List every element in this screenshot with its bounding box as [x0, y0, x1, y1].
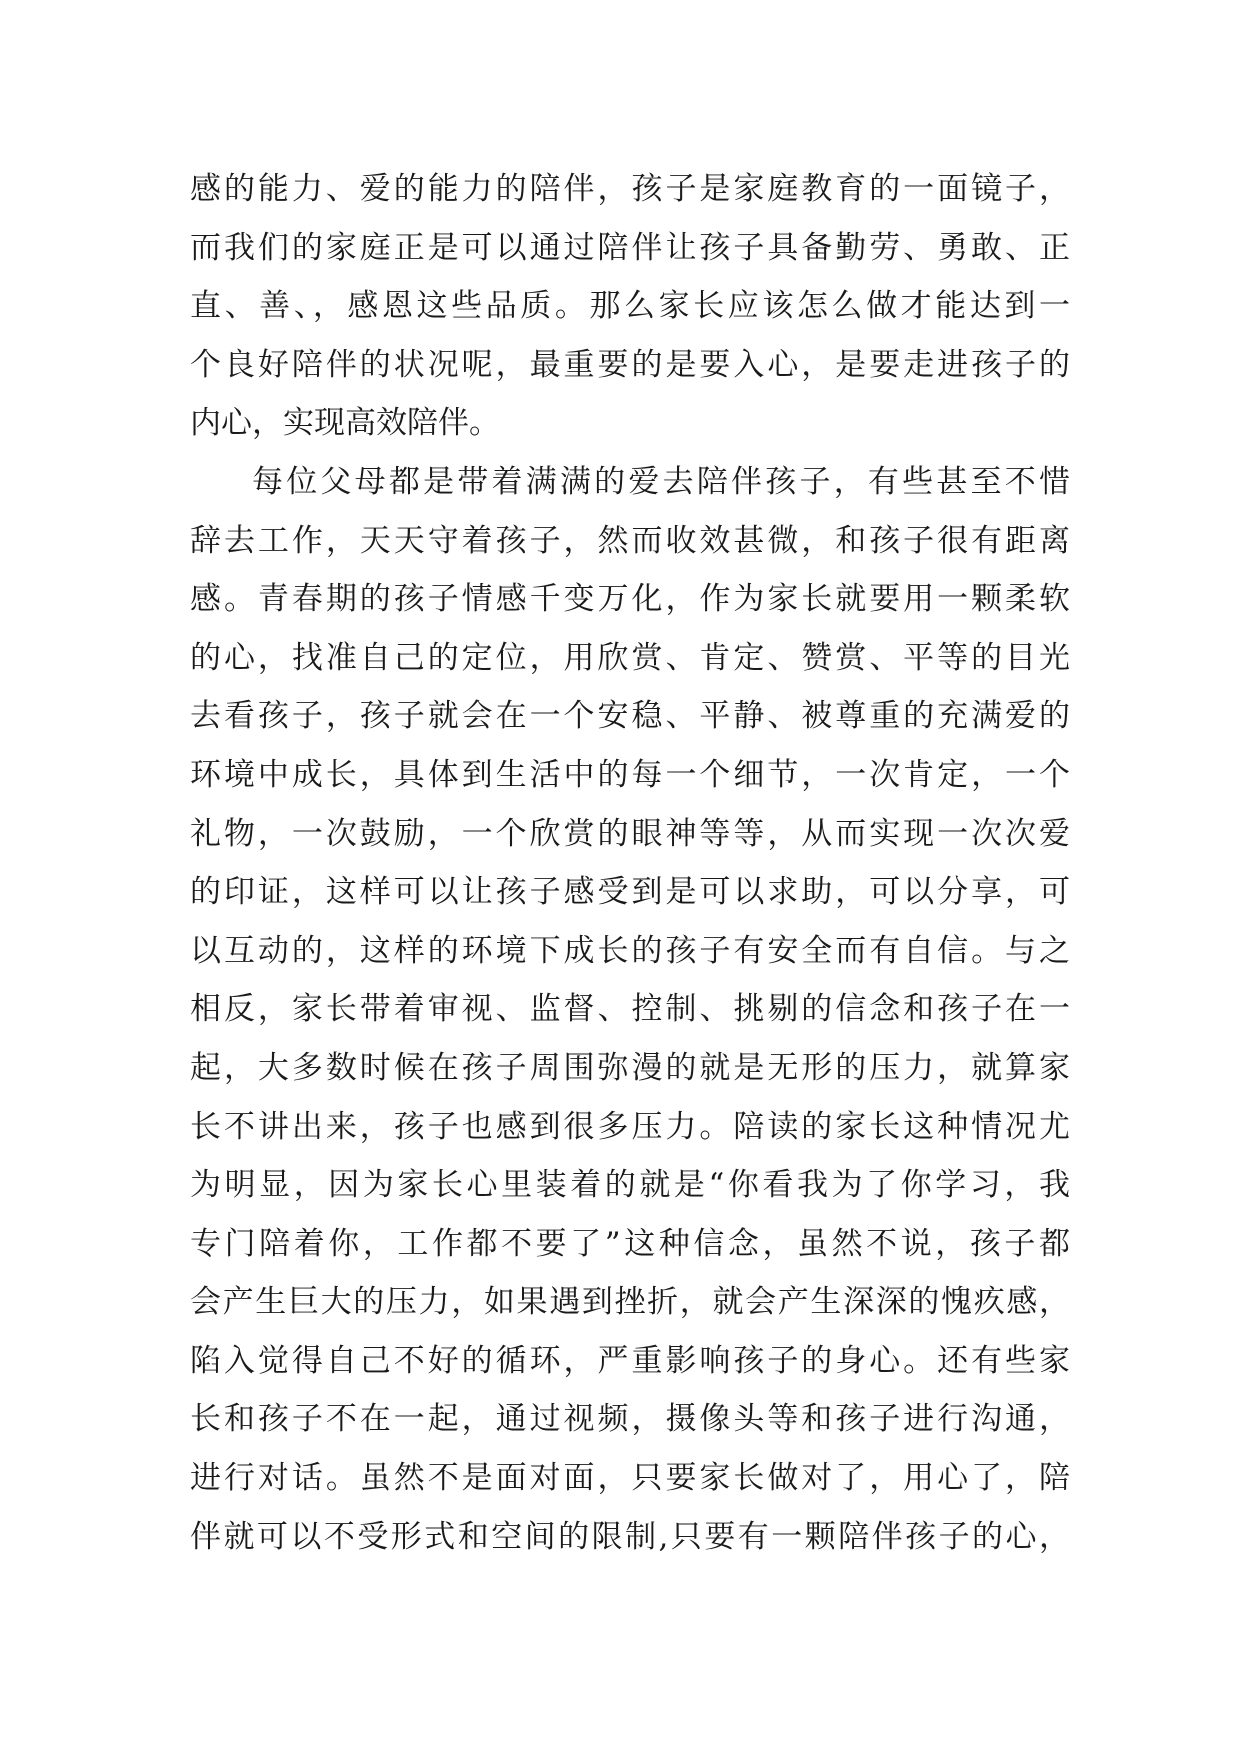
text-line: 个良好陪伴的状况呢，最重要的是要入心，是要走进孩子的: [190, 346, 1070, 383]
text-line: 每位父母都是带着满满的爱去陪伴孩子，有些甚至不惜: [252, 463, 1070, 500]
text-line: 起，大多数时候在孩子周围弥漫的就是无形的压力，就算家: [190, 1049, 1070, 1086]
text-line: 而我们的家庭正是可以通过陪伴让孩子具备勤劳、勇敢、正: [190, 229, 1070, 266]
text-line: 的印证，这样可以让孩子感受到是可以求助，可以分享，可: [190, 874, 1070, 911]
text-line: 会产生巨大的压力，如果遇到挫折，就会产生深深的愧疚感，: [190, 1284, 1070, 1321]
text-line: 感。青春期的孩子情感千变万化，作为家长就要用一颗柔软: [190, 581, 1070, 618]
text-line: 长和孩子不在一起，通过视频，摄像头等和孩子进行沟通，: [190, 1401, 1070, 1438]
document-body: [190, 160, 1070, 1625]
text-line: 的心，找准自己的定位，用欣赏、肯定、赞赏、平等的目光: [190, 639, 1070, 676]
paragraph-2: [190, 453, 1070, 1625]
text-line: 陷入觉得自己不好的循环，严重影响孩子的身心。还有些家: [190, 1342, 1070, 1379]
text-line: 礼物，一次鼓励，一个欣赏的眼神等等，从而实现一次次爱: [190, 815, 1070, 852]
text-line: 内心，实现高效陪伴。: [190, 405, 500, 442]
text-line: 长不讲出来，孩子也感到很多压力。陪读的家长这种情况尤: [190, 1108, 1070, 1145]
text-line: 伴就可以不受形式和空间的限制,只要有一颗陪伴孩子的心，: [190, 1518, 1070, 1555]
text-line: 专门陪着你，工作都不要了”这种信念，虽然不说，孩子都: [190, 1225, 1070, 1262]
text-line: [190, 1566, 1070, 1625]
text-line: 为明显，因为家长心里装着的就是“你看我为了你学习，我: [190, 1167, 1070, 1204]
text-line: 进行对话。虽然不是面对面，只要家长做对了，用心了，陪: [190, 1460, 1070, 1497]
text-line: 环境中成长，具体到生活中的每一个细节，一次肯定，一个: [190, 756, 1070, 793]
text-line: 相反，家长带着审视、监督、控制、挑剔的信念和孩子在一: [190, 991, 1070, 1028]
text-line: 以互动的，这样的环境下成长的孩子有安全而有自信。与之: [190, 932, 1070, 969]
text-line: 去看孩子，孩子就会在一个安稳、平静、被尊重的充满爱的: [190, 698, 1070, 735]
text-line: 直、善、，感恩这些品质。那么家长应该怎么做才能达到一: [190, 288, 1070, 325]
text-line: 辞去工作，天天守着孩子，然而收效甚微，和孩子很有距离: [190, 522, 1070, 559]
text-line: 感的能力、爱的能力的陪伴，孩子是家庭教育的一面镜子，: [190, 171, 1070, 207]
paragraph-1: [190, 160, 1070, 453]
